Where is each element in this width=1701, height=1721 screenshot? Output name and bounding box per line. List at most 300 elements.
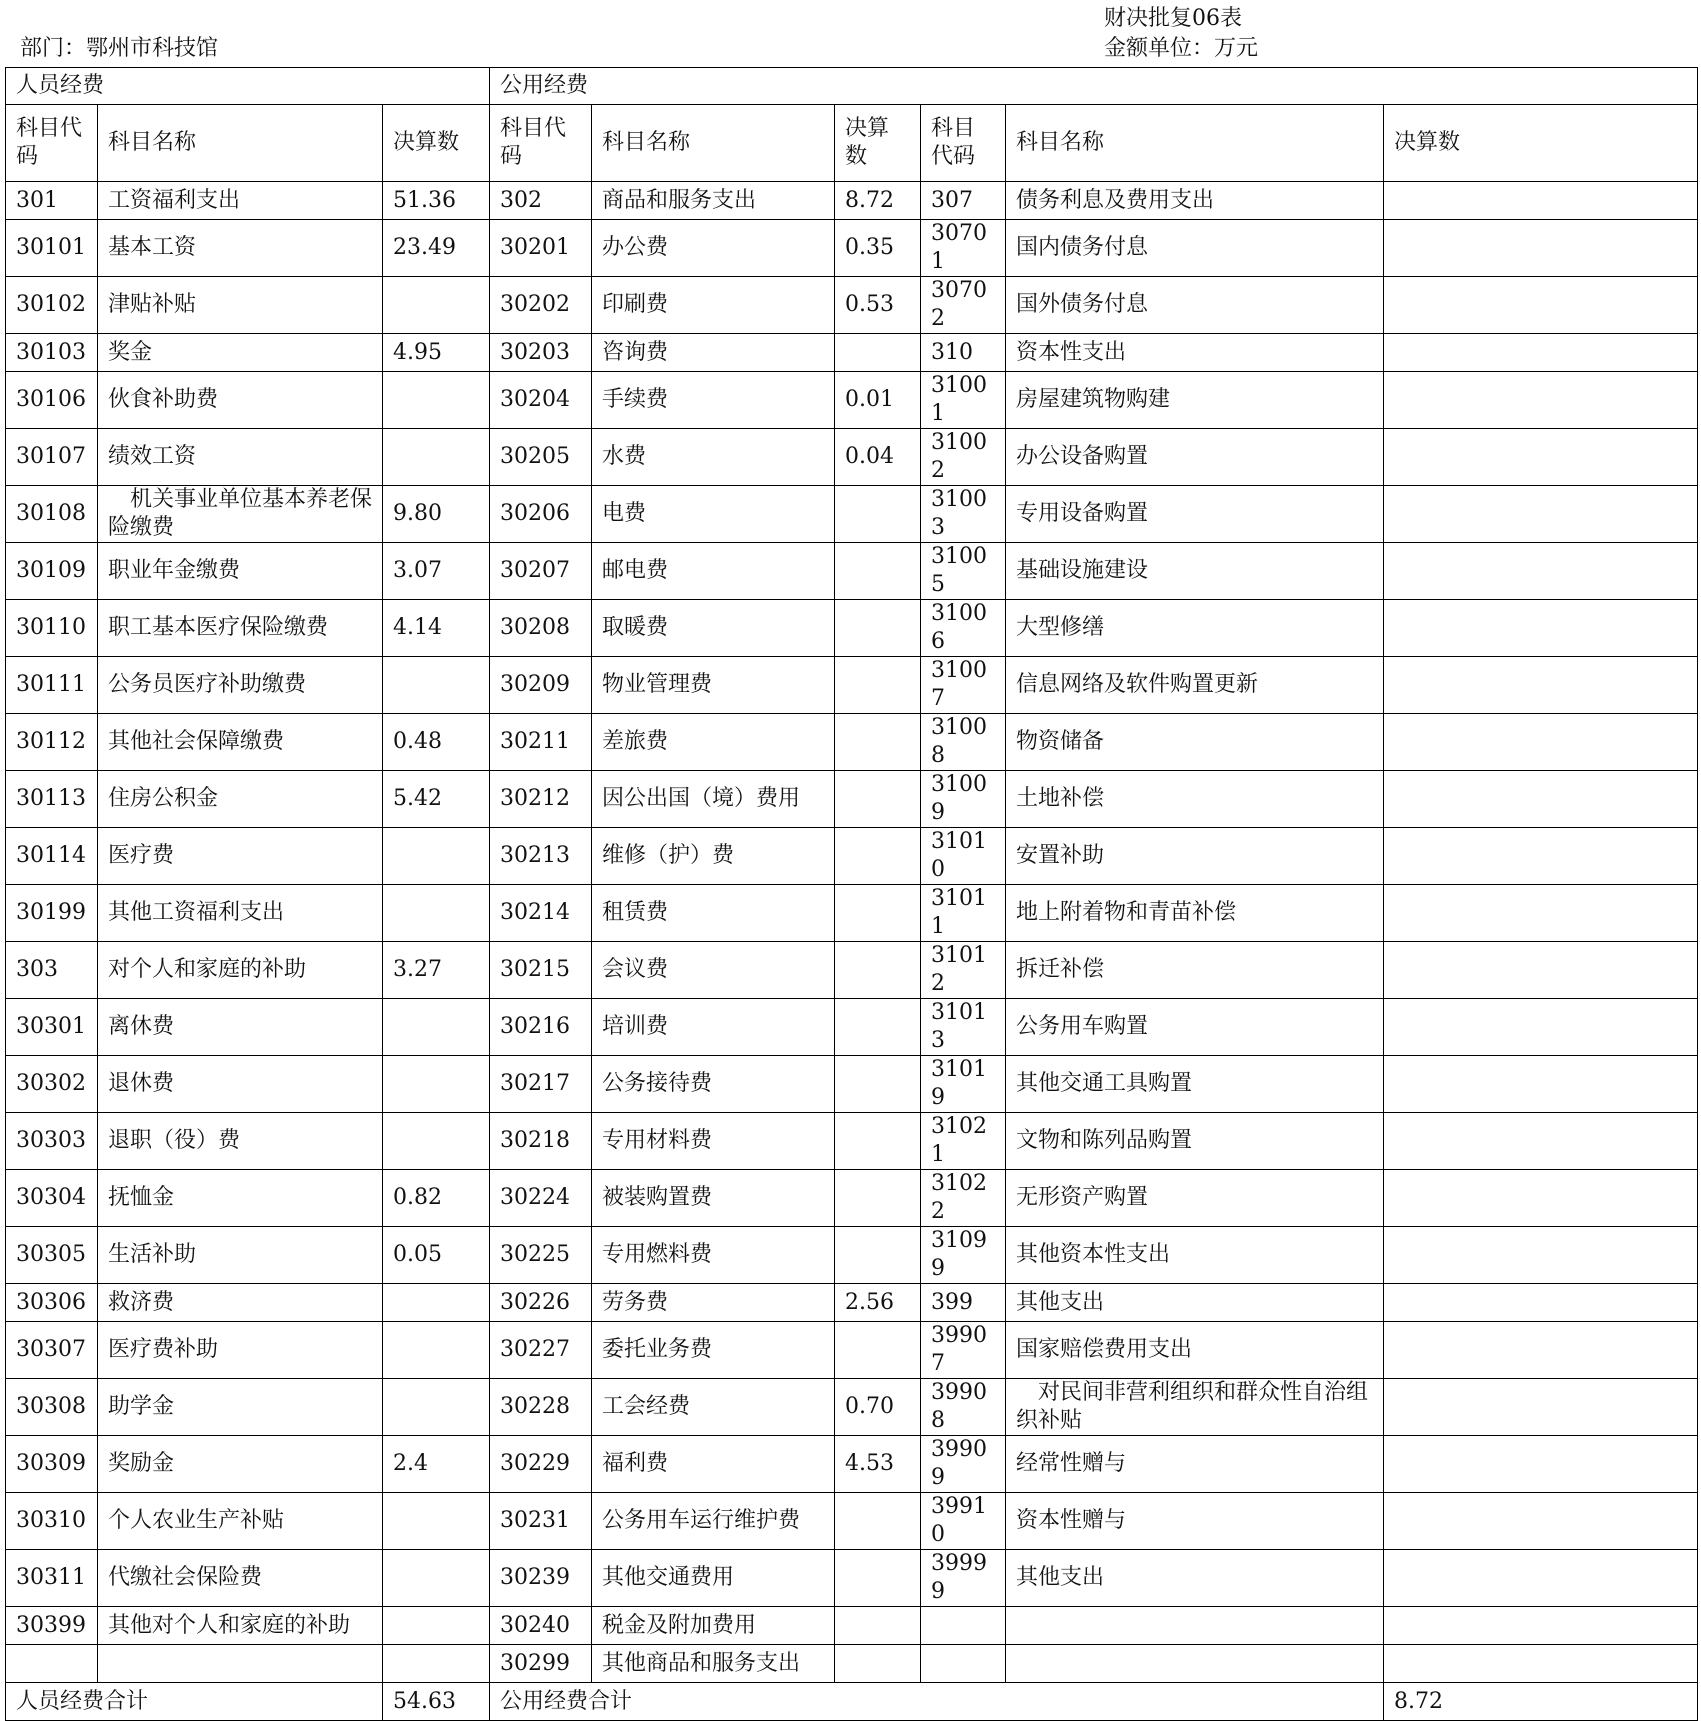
table-row bbox=[6, 1322, 1698, 1379]
amount-cell: 4.95 bbox=[383, 334, 490, 372]
table-row bbox=[6, 182, 1698, 220]
amount-cell bbox=[835, 1322, 921, 1379]
code-cell: 30205 bbox=[490, 429, 592, 486]
amount-cell bbox=[383, 277, 490, 334]
table-row bbox=[6, 1436, 1698, 1493]
totals-row bbox=[6, 1683, 1698, 1721]
name-cell: 租赁费 bbox=[592, 885, 835, 942]
amount-cell bbox=[383, 885, 490, 942]
name-cell: 公务员医疗补助缴费 bbox=[98, 657, 383, 714]
code-cell: 30301 bbox=[6, 999, 98, 1056]
name-cell: 委托业务费 bbox=[592, 1322, 835, 1379]
amount-cell bbox=[1384, 1322, 1698, 1379]
code-cell: 39908 bbox=[921, 1379, 1006, 1436]
name-cell: 办公设备购置 bbox=[1006, 429, 1384, 486]
amount-cell bbox=[1384, 1113, 1698, 1170]
table-row bbox=[6, 714, 1698, 771]
code-cell: 30103 bbox=[6, 334, 98, 372]
code-cell: 30305 bbox=[6, 1227, 98, 1284]
amount-cell bbox=[835, 771, 921, 828]
table-row bbox=[6, 828, 1698, 885]
amount-cell bbox=[1384, 1170, 1698, 1227]
amount-cell bbox=[1384, 1056, 1698, 1113]
amount-cell bbox=[835, 1607, 921, 1645]
amount-cell bbox=[1384, 657, 1698, 714]
code-cell: 399 bbox=[921, 1284, 1006, 1322]
name-cell: 培训费 bbox=[592, 999, 835, 1056]
code-cell: 30228 bbox=[490, 1379, 592, 1436]
name-cell: 抚恤金 bbox=[98, 1170, 383, 1227]
name-cell: 土地补偿 bbox=[1006, 771, 1384, 828]
amount-cell bbox=[383, 999, 490, 1056]
amount-cell bbox=[835, 1056, 921, 1113]
name-cell: 其他商品和服务支出 bbox=[592, 1645, 835, 1683]
code-cell: 30214 bbox=[490, 885, 592, 942]
name-cell: 其他资本性支出 bbox=[1006, 1227, 1384, 1284]
amount-cell bbox=[1384, 372, 1698, 429]
table-row bbox=[6, 1493, 1698, 1550]
code-cell: 30306 bbox=[6, 1284, 98, 1322]
personnel-total-value: 54.63 bbox=[383, 1683, 490, 1721]
col-header-amount: 决算数 bbox=[835, 105, 921, 182]
amount-cell bbox=[835, 486, 921, 543]
amount-cell: 8.72 bbox=[835, 182, 921, 220]
code-cell: 39910 bbox=[921, 1493, 1006, 1550]
name-cell: 公务用车运行维护费 bbox=[592, 1493, 835, 1550]
code-cell: 30209 bbox=[490, 657, 592, 714]
name-cell: 住房公积金 bbox=[98, 771, 383, 828]
code-cell: 39907 bbox=[921, 1322, 1006, 1379]
name-cell: 基础设施建设 bbox=[1006, 543, 1384, 600]
name-cell: 被装购置费 bbox=[592, 1170, 835, 1227]
name-cell: 救济费 bbox=[98, 1284, 383, 1322]
table-row bbox=[6, 657, 1698, 714]
table-row bbox=[6, 1379, 1698, 1436]
name-cell: 其他支出 bbox=[1006, 1550, 1384, 1607]
amount-cell bbox=[835, 1493, 921, 1550]
table-row bbox=[6, 372, 1698, 429]
amount-cell bbox=[1384, 1284, 1698, 1322]
name-cell: 公务接待费 bbox=[592, 1056, 835, 1113]
code-cell bbox=[6, 1645, 98, 1683]
code-cell: 30310 bbox=[6, 1493, 98, 1550]
table-row bbox=[6, 1113, 1698, 1170]
code-cell: 30111 bbox=[6, 657, 98, 714]
name-cell: 差旅费 bbox=[592, 714, 835, 771]
name-cell: 资本性支出 bbox=[1006, 334, 1384, 372]
name-cell: 奖金 bbox=[98, 334, 383, 372]
amount-cell bbox=[835, 1227, 921, 1284]
table-row bbox=[6, 543, 1698, 600]
code-cell: 31013 bbox=[921, 999, 1006, 1056]
name-cell: 印刷费 bbox=[592, 277, 835, 334]
amount-cell bbox=[835, 600, 921, 657]
amount-cell: 0.48 bbox=[383, 714, 490, 771]
code-cell: 30110 bbox=[6, 600, 98, 657]
name-cell: 水费 bbox=[592, 429, 835, 486]
amount-cell bbox=[383, 1607, 490, 1645]
code-cell: 30215 bbox=[490, 942, 592, 999]
code-cell: 30217 bbox=[490, 1056, 592, 1113]
table-row bbox=[6, 429, 1698, 486]
code-cell: 30201 bbox=[490, 220, 592, 277]
table-row bbox=[6, 999, 1698, 1056]
col-header-amount: 决算数 bbox=[383, 105, 490, 182]
section-header-row bbox=[6, 68, 1698, 105]
code-cell: 31008 bbox=[921, 714, 1006, 771]
name-cell: 拆迁补偿 bbox=[1006, 942, 1384, 999]
code-cell: 30702 bbox=[921, 277, 1006, 334]
code-cell: 30308 bbox=[6, 1379, 98, 1436]
code-cell: 31022 bbox=[921, 1170, 1006, 1227]
code-cell: 30311 bbox=[6, 1550, 98, 1607]
table-row bbox=[6, 1550, 1698, 1607]
code-cell: 30113 bbox=[6, 771, 98, 828]
name-cell: 国内债务付息 bbox=[1006, 220, 1384, 277]
col-header-code: 科目代码 bbox=[490, 105, 592, 182]
code-cell: 30239 bbox=[490, 1550, 592, 1607]
name-cell: 信息网络及软件购置更新 bbox=[1006, 657, 1384, 714]
code-cell: 303 bbox=[6, 942, 98, 999]
name-cell: 债务利息及费用支出 bbox=[1006, 182, 1384, 220]
code-cell: 30202 bbox=[490, 277, 592, 334]
department-label: 部门：鄂州市科技馆 bbox=[20, 36, 219, 61]
amount-cell bbox=[835, 1170, 921, 1227]
code-cell: 30206 bbox=[490, 486, 592, 543]
name-cell: 津贴补贴 bbox=[98, 277, 383, 334]
code-cell: 30302 bbox=[6, 1056, 98, 1113]
column-header-row bbox=[6, 105, 1698, 182]
code-cell: 30226 bbox=[490, 1284, 592, 1322]
code-cell: 30309 bbox=[6, 1436, 98, 1493]
amount-cell bbox=[835, 334, 921, 372]
amount-cell: 2.56 bbox=[835, 1284, 921, 1322]
amount-cell bbox=[1384, 334, 1698, 372]
amount-cell bbox=[1384, 885, 1698, 942]
code-cell: 31009 bbox=[921, 771, 1006, 828]
amount-cell bbox=[1384, 277, 1698, 334]
code-cell: 30307 bbox=[6, 1322, 98, 1379]
table-row bbox=[6, 334, 1698, 372]
amount-cell: 23.49 bbox=[383, 220, 490, 277]
name-cell: 国外债务付息 bbox=[1006, 277, 1384, 334]
code-cell: 30208 bbox=[490, 600, 592, 657]
code-cell: 302 bbox=[490, 182, 592, 220]
amount-cell: 0.01 bbox=[835, 372, 921, 429]
name-cell: 其他交通费用 bbox=[592, 1550, 835, 1607]
amount-cell bbox=[835, 714, 921, 771]
table-row bbox=[6, 1227, 1698, 1284]
name-cell: 劳务费 bbox=[592, 1284, 835, 1322]
name-cell: 经常性赠与 bbox=[1006, 1436, 1384, 1493]
amount-cell bbox=[383, 1645, 490, 1683]
name-cell: 工资福利支出 bbox=[98, 182, 383, 220]
name-cell: 邮电费 bbox=[592, 543, 835, 600]
amount-cell bbox=[835, 828, 921, 885]
table-row bbox=[6, 885, 1698, 942]
name-cell: 国家赔偿费用支出 bbox=[1006, 1322, 1384, 1379]
code-cell: 31005 bbox=[921, 543, 1006, 600]
amount-cell bbox=[383, 1379, 490, 1436]
code-cell: 30114 bbox=[6, 828, 98, 885]
amount-cell bbox=[1384, 486, 1698, 543]
code-cell: 30211 bbox=[490, 714, 592, 771]
code-cell: 31001 bbox=[921, 372, 1006, 429]
name-cell: 离休费 bbox=[98, 999, 383, 1056]
name-cell: 文物和陈列品购置 bbox=[1006, 1113, 1384, 1170]
amount-cell bbox=[383, 1322, 490, 1379]
amount-cell bbox=[383, 657, 490, 714]
col-header-name: 科目名称 bbox=[592, 105, 835, 182]
code-cell: 31006 bbox=[921, 600, 1006, 657]
code-cell: 39909 bbox=[921, 1436, 1006, 1493]
code-cell: 31011 bbox=[921, 885, 1006, 942]
code-cell: 30216 bbox=[490, 999, 592, 1056]
name-cell: 代缴社会保险费 bbox=[98, 1550, 383, 1607]
amount-cell bbox=[835, 885, 921, 942]
amount-cell: 0.05 bbox=[383, 1227, 490, 1284]
amount-cell bbox=[1384, 1436, 1698, 1493]
code-cell: 30109 bbox=[6, 543, 98, 600]
table-row bbox=[6, 277, 1698, 334]
amount-cell bbox=[835, 1645, 921, 1683]
amount-cell bbox=[835, 1550, 921, 1607]
code-cell: 310 bbox=[921, 334, 1006, 372]
amount-cell: 2.4 bbox=[383, 1436, 490, 1493]
name-cell: 其他交通工具购置 bbox=[1006, 1056, 1384, 1113]
amount-cell bbox=[835, 942, 921, 999]
amount-cell bbox=[1384, 942, 1698, 999]
name-cell: 奖励金 bbox=[98, 1436, 383, 1493]
code-cell: 30212 bbox=[490, 771, 592, 828]
name-cell: 取暖费 bbox=[592, 600, 835, 657]
code-cell: 30303 bbox=[6, 1113, 98, 1170]
name-cell: 个人农业生产补贴 bbox=[98, 1493, 383, 1550]
table-row bbox=[6, 1284, 1698, 1322]
amount-cell bbox=[383, 1550, 490, 1607]
code-cell: 30101 bbox=[6, 220, 98, 277]
amount-cell bbox=[1384, 182, 1698, 220]
name-cell bbox=[1006, 1645, 1384, 1683]
code-cell: 30107 bbox=[6, 429, 98, 486]
amount-cell: 51.36 bbox=[383, 182, 490, 220]
code-cell bbox=[921, 1645, 1006, 1683]
name-cell: 对民间非营利组织和群众性自治组织补贴 bbox=[1006, 1379, 1384, 1436]
name-cell: 手续费 bbox=[592, 372, 835, 429]
name-cell: 咨询费 bbox=[592, 334, 835, 372]
personnel-total-label: 人员经费合计 bbox=[6, 1683, 383, 1721]
code-cell: 301 bbox=[6, 182, 98, 220]
name-cell: 生活补助 bbox=[98, 1227, 383, 1284]
col-header-code: 科目代码 bbox=[6, 105, 98, 182]
name-cell: 退休费 bbox=[98, 1056, 383, 1113]
amount-cell: 4.14 bbox=[383, 600, 490, 657]
name-cell: 专用设备购置 bbox=[1006, 486, 1384, 543]
code-cell bbox=[921, 1607, 1006, 1645]
amount-cell bbox=[1384, 999, 1698, 1056]
code-cell: 307 bbox=[921, 182, 1006, 220]
amount-cell bbox=[835, 543, 921, 600]
amount-cell: 0.53 bbox=[835, 277, 921, 334]
section-public: 公用经费 bbox=[490, 68, 1698, 105]
amount-cell: 0.82 bbox=[383, 1170, 490, 1227]
code-cell: 30102 bbox=[6, 277, 98, 334]
code-cell: 30108 bbox=[6, 486, 98, 543]
name-cell: 维修（护）费 bbox=[592, 828, 835, 885]
code-cell: 30225 bbox=[490, 1227, 592, 1284]
name-cell: 福利费 bbox=[592, 1436, 835, 1493]
amount-cell bbox=[1384, 429, 1698, 486]
name-cell: 无形资产购置 bbox=[1006, 1170, 1384, 1227]
code-cell: 30299 bbox=[490, 1645, 592, 1683]
code-cell: 30229 bbox=[490, 1436, 592, 1493]
name-cell: 基本工资 bbox=[98, 220, 383, 277]
code-cell: 30304 bbox=[6, 1170, 98, 1227]
amount-cell bbox=[1384, 220, 1698, 277]
code-cell: 31012 bbox=[921, 942, 1006, 999]
amount-cell bbox=[383, 1493, 490, 1550]
amount-cell: 4.53 bbox=[835, 1436, 921, 1493]
name-cell: 退职（役）费 bbox=[98, 1113, 383, 1170]
name-cell: 伙食补助费 bbox=[98, 372, 383, 429]
col-header-name: 科目名称 bbox=[1006, 105, 1384, 182]
name-cell: 物业管理费 bbox=[592, 657, 835, 714]
amount-cell bbox=[835, 657, 921, 714]
amount-cell bbox=[383, 372, 490, 429]
col-header-code: 科目代码 bbox=[921, 105, 1006, 182]
amount-cell bbox=[383, 429, 490, 486]
code-cell: 30218 bbox=[490, 1113, 592, 1170]
code-cell: 30227 bbox=[490, 1322, 592, 1379]
code-cell: 31002 bbox=[921, 429, 1006, 486]
section-personnel: 人员经费 bbox=[6, 68, 490, 105]
code-cell: 30240 bbox=[490, 1607, 592, 1645]
name-cell: 其他对个人和家庭的补助 bbox=[98, 1607, 383, 1645]
name-cell: 电费 bbox=[592, 486, 835, 543]
code-cell: 31010 bbox=[921, 828, 1006, 885]
amount-cell bbox=[835, 999, 921, 1056]
code-cell: 31099 bbox=[921, 1227, 1006, 1284]
col-header-name: 科目名称 bbox=[98, 105, 383, 182]
table-row bbox=[6, 220, 1698, 277]
name-cell: 会议费 bbox=[592, 942, 835, 999]
amount-cell bbox=[383, 1113, 490, 1170]
amount-cell bbox=[1384, 771, 1698, 828]
table-row bbox=[6, 1645, 1698, 1683]
code-cell: 31021 bbox=[921, 1113, 1006, 1170]
name-cell: 其他支出 bbox=[1006, 1284, 1384, 1322]
amount-cell: 3.27 bbox=[383, 942, 490, 999]
amount-cell bbox=[1384, 714, 1698, 771]
amount-cell bbox=[1384, 1227, 1698, 1284]
code-cell: 31003 bbox=[921, 486, 1006, 543]
name-cell: 医疗费补助 bbox=[98, 1322, 383, 1379]
amount-cell bbox=[1384, 600, 1698, 657]
name-cell: 职工基本医疗保险缴费 bbox=[98, 600, 383, 657]
name-cell: 工会经费 bbox=[592, 1379, 835, 1436]
amount-cell bbox=[1384, 828, 1698, 885]
amount-cell: 5.42 bbox=[383, 771, 490, 828]
code-cell: 31019 bbox=[921, 1056, 1006, 1113]
code-cell: 30203 bbox=[490, 334, 592, 372]
public-total-label: 公用经费合计 bbox=[490, 1683, 1384, 1721]
amount-cell bbox=[1384, 1493, 1698, 1550]
name-cell: 大型修缮 bbox=[1006, 600, 1384, 657]
amount-cell: 0.04 bbox=[835, 429, 921, 486]
name-cell: 医疗费 bbox=[98, 828, 383, 885]
table-row bbox=[6, 486, 1698, 543]
table-row bbox=[6, 1170, 1698, 1227]
expenditure-table bbox=[5, 67, 1698, 1721]
name-cell: 商品和服务支出 bbox=[592, 182, 835, 220]
amount-cell: 0.35 bbox=[835, 220, 921, 277]
table-row bbox=[6, 771, 1698, 828]
code-cell: 30231 bbox=[490, 1493, 592, 1550]
name-cell: 专用材料费 bbox=[592, 1113, 835, 1170]
name-cell: 因公出国（境）费用 bbox=[592, 771, 835, 828]
amount-cell bbox=[383, 1056, 490, 1113]
amount-cell bbox=[383, 828, 490, 885]
code-cell: 30701 bbox=[921, 220, 1006, 277]
code-cell: 30399 bbox=[6, 1607, 98, 1645]
table-row bbox=[6, 1607, 1698, 1645]
name-cell: 地上附着物和青苗补偿 bbox=[1006, 885, 1384, 942]
amount-cell bbox=[1384, 1550, 1698, 1607]
col-header-amount: 决算数 bbox=[1384, 105, 1698, 182]
name-cell: 其他社会保障缴费 bbox=[98, 714, 383, 771]
name-cell: 税金及附加费用 bbox=[592, 1607, 835, 1645]
table-row bbox=[6, 1056, 1698, 1113]
name-cell: 助学金 bbox=[98, 1379, 383, 1436]
amount-cell bbox=[835, 1113, 921, 1170]
name-cell: 房屋建筑物购建 bbox=[1006, 372, 1384, 429]
amount-cell: 0.70 bbox=[835, 1379, 921, 1436]
code-cell: 30213 bbox=[490, 828, 592, 885]
name-cell: 职业年金缴费 bbox=[98, 543, 383, 600]
table-row bbox=[6, 600, 1698, 657]
name-cell: 机关事业单位基本养老保险缴费 bbox=[98, 486, 383, 543]
amount-cell bbox=[1384, 1645, 1698, 1683]
name-cell: 专用燃料费 bbox=[592, 1227, 835, 1284]
name-cell bbox=[1006, 1607, 1384, 1645]
name-cell bbox=[98, 1645, 383, 1683]
name-cell: 其他工资福利支出 bbox=[98, 885, 383, 942]
code-cell: 30224 bbox=[490, 1170, 592, 1227]
name-cell: 物资储备 bbox=[1006, 714, 1384, 771]
code-cell: 39999 bbox=[921, 1550, 1006, 1607]
table-row bbox=[6, 942, 1698, 999]
table-number-label: 财决批复06表 bbox=[1104, 6, 1242, 31]
code-cell: 30204 bbox=[490, 372, 592, 429]
name-cell: 公务用车购置 bbox=[1006, 999, 1384, 1056]
amount-cell bbox=[383, 1284, 490, 1322]
amount-cell: 9.80 bbox=[383, 486, 490, 543]
name-cell: 资本性赠与 bbox=[1006, 1493, 1384, 1550]
amount-cell bbox=[1384, 543, 1698, 600]
name-cell: 办公费 bbox=[592, 220, 835, 277]
code-cell: 31007 bbox=[921, 657, 1006, 714]
name-cell: 安置补助 bbox=[1006, 828, 1384, 885]
code-cell: 30199 bbox=[6, 885, 98, 942]
unit-label: 金额单位：万元 bbox=[1104, 36, 1259, 61]
public-total-value: 8.72 bbox=[1384, 1683, 1698, 1721]
code-cell: 30106 bbox=[6, 372, 98, 429]
name-cell: 对个人和家庭的补助 bbox=[98, 942, 383, 999]
amount-cell: 3.07 bbox=[383, 543, 490, 600]
code-cell: 30207 bbox=[490, 543, 592, 600]
name-cell: 绩效工资 bbox=[98, 429, 383, 486]
amount-cell bbox=[1384, 1607, 1698, 1645]
